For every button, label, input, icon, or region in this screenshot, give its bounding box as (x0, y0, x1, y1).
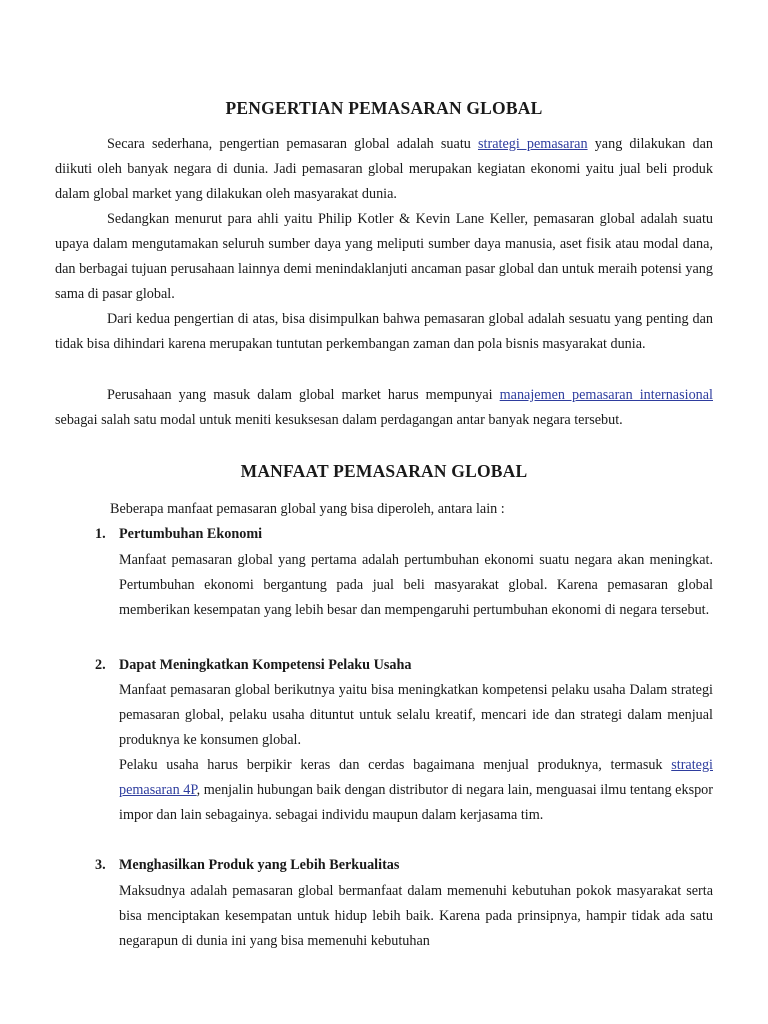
paragraph-2: Sedangkan menurut para ahli yaitu Philip Kotler & Kevin Lane Keller, pemasaran global adalah suatu upaya dalam mengutamakan seluruh sumber daya yang meliputi sumber daya manusia, aset fisik atau modal dana, dan berbagai tujuan perusahaan lainnya demi menindaklanjuti ancaman pasar global dan untuk meraih potensi yang sama di pasar global. (55, 211, 713, 302)
link-manajemen-pemasaran-internasional[interactable]: manajemen pemasaran internasional (499, 387, 713, 403)
link-strategi-pemasaran[interactable]: strategi pemasaran (478, 136, 588, 152)
paragraph-3: Dari kedua pengertian di atas, bisa disimpulkan bahwa pemasaran global adalah sesuatu yang penting dan tidak bisa dihindari karena merupakan tuntutan perkembangan zaman dan pola bisnis masyarakat dunia. (55, 311, 713, 352)
link-strategi-pemasaran-4p[interactable]: strategi pemasaran 4P (119, 757, 713, 798)
heading-manfaat: MANFAAT PEMASARAN GLOBAL (240, 461, 528, 481)
heading-pengertian: PENGERTIAN PEMASARAN GLOBAL (225, 98, 543, 118)
intro-paragraph: Beberapa manfaat pemasaran global yang bisa diperoleh, antara lain : (110, 501, 505, 517)
list-item-text: Manfaat pemasaran global yang pertama adalah pertumbuhan ekonomi suatu negara akan meningkat. Pertumbuhan ekonomi bergantung pada jual beli masyarakat global. Karena pemasaran global memberikan kesempatan yang lebih besar dan mempengaruhi pertumbuhan ekonomi di negara tersebut. (119, 552, 713, 618)
list-item-text-continued: Pelaku usaha harus berpikir keras dan cerdas bagaimana menjual produknya, termasuk strategi pemasaran 4P, menjalin hubungan baik dengan distributor di negara lain, menguasai ilmu tentang ekspor impor dan lain sebagainya. sebagai individu maupun dalam kerjasama tim. (119, 757, 713, 823)
list-item-text: Manfaat pemasaran global berikutnya yaitu bisa meningkatkan kompetensi pelaku usaha Dalam strategi pemasaran global, pelaku usaha dituntut untuk selalu kreatif, mencari ide dan strategi dalam menjual produknya ke konsumen global. (119, 682, 713, 748)
list-item-title: 1. Pertumbuhan Ekonomi (95, 526, 263, 542)
list-item-text: Maksudnya adalah pemasaran global bermanfaat dalam memenuhi kebutuhan pokok masyarakat serta bisa menciptakan kesempatan untuk hidup lebih baik. Karena pada prinsipnya, hampir tidak ada satu negarapun di dunia ini yang bisa memenuhi kebutuhan (119, 883, 713, 949)
paragraph-1: Secara sederhana, pengertian pemasaran global adalah suatu strategi pemasaran yang dilakukan dan diikuti oleh banyak negara di dunia. Jadi pemasaran global merupakan kegiatan ekonomi yaitu jual beli produk dalam global market yang dilakukan oleh masyarakat dunia. (55, 136, 714, 202)
paragraph-4: Perusahaan yang masuk dalam global market harus mempunyai manajemen pemasaran internasional sebagai salah satu modal untuk meniti kesuksesan dalam perdagangan antar banyak negara tersebut. (55, 387, 713, 428)
list-item-title: 2. Dapat Meningkatkan Kompetensi Pelaku Usaha (95, 657, 412, 673)
list-item-title: 3. Menghasilkan Produk yang Lebih Berkualitas (95, 857, 400, 873)
